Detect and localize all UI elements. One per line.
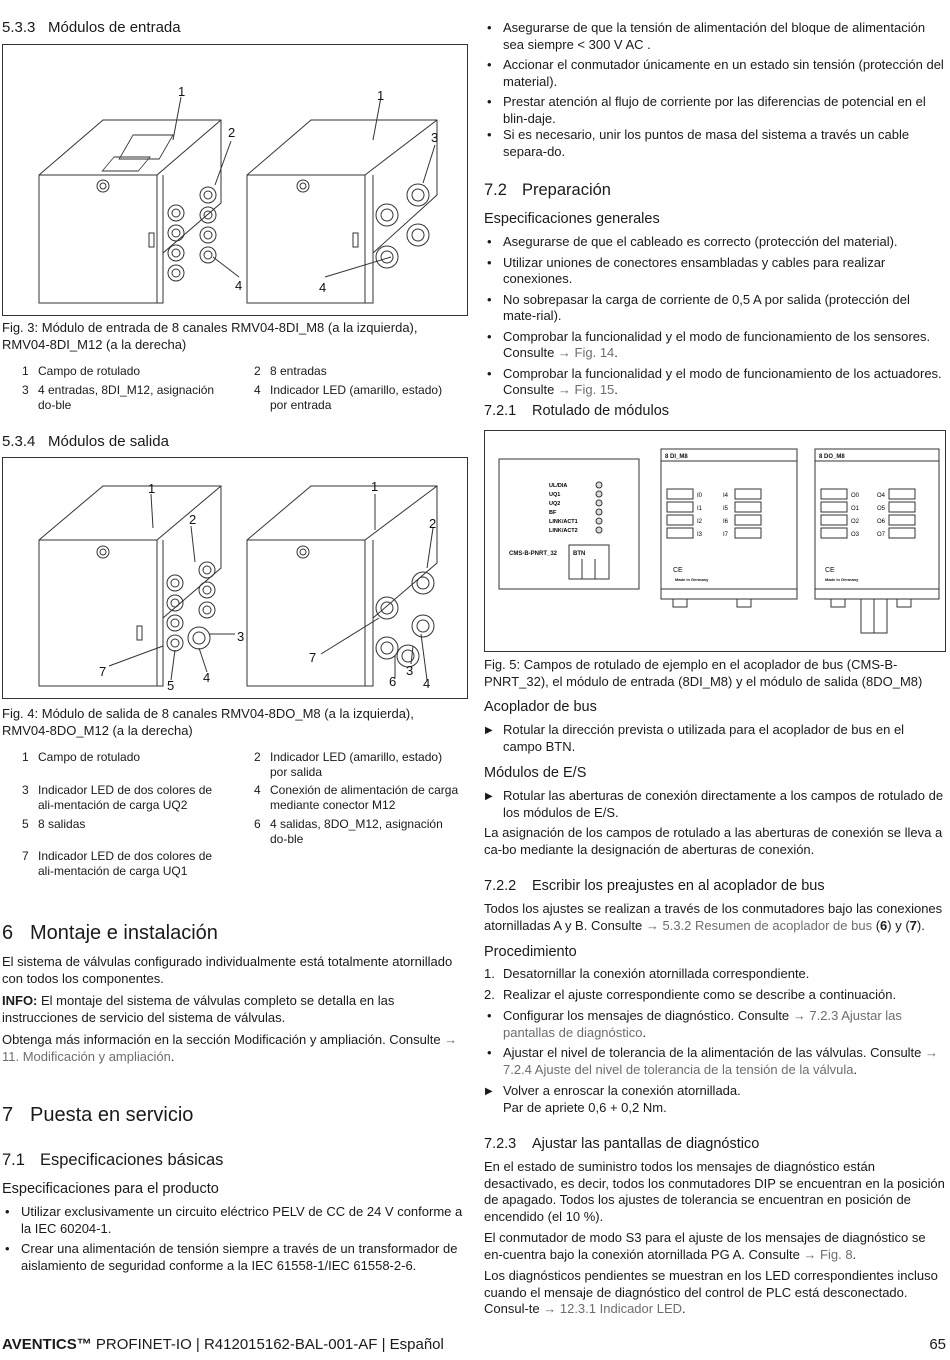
cross-reference-link[interactable]: → 11. Modificación y ampliación	[2, 1032, 458, 1064]
list-item: • Configurar los mensajes de diagnóstico. Consulte → 7.2.3 Ajustar las pantallas de diagnóstico.	[484, 1008, 946, 1041]
bus-led-label: UL/DIA	[549, 483, 568, 489]
legend-item: Campo de rotulado	[38, 750, 141, 764]
labeling-fields-drawing	[485, 431, 945, 651]
label-field	[735, 528, 761, 538]
legend-item: Indicador LED de dos colores de ali-mentación de carga UQ1	[38, 849, 213, 878]
legend-item: 4 entradas, 8DI_M12, asignación do-ble	[38, 383, 215, 412]
channel-label: I6	[723, 519, 729, 525]
procedure-steps	[484, 966, 946, 1007]
label-field	[889, 502, 915, 512]
label-field	[889, 489, 915, 499]
legend-item: Indicador LED (amarillo, estado) por entrada	[270, 383, 443, 412]
fig4-callout-6: 6	[389, 674, 397, 689]
cross-reference-link[interactable]: → 7.2.4 Ajuste del nivel de tolerancia de la tensión de la válvula	[503, 1045, 939, 1077]
fig4-callout-2b: 2	[429, 516, 437, 531]
paragraph: El conmutador de modo S3 para el ajuste de los mensajes de diagnóstico se en-cuentra bajo la conexión atornillada PG A. Consulte → Fig. 8.	[484, 1230, 926, 1262]
cross-reference-link[interactable]: → Fig. 15	[557, 382, 615, 397]
list-item: • Crear una alimentación de tensión siempre a través de un transformador de aislamiento de seguridad conforme a la IEC 61558-1/IEC 61558-2-6.	[2, 1241, 466, 1274]
bus-led-indicator	[596, 509, 602, 515]
label-field	[821, 515, 847, 525]
legend-item: Campo de rotulado	[38, 364, 141, 378]
figure-3-legend: 1 Campo de rotulado 2 8 entradas 3 4 entradas, 8DI_M12, asignación do-ble 4 Indicador LED (amarillo, estado) por entrada	[2, 364, 466, 414]
label-field	[735, 515, 761, 525]
list-item: • Prestar atención al flujo de corriente por las diferencias de potencial en el blin-daje.	[484, 94, 946, 127]
fig4-callout-7a: 7	[99, 664, 107, 679]
label-field	[821, 489, 847, 499]
chapter-heading-7: 7 Puesta en servicio	[2, 1104, 194, 1126]
fig4-callout-5: 5	[167, 678, 175, 693]
channel-label: O7	[877, 532, 886, 538]
channel-label: I0	[697, 493, 703, 499]
legend-item: Indicador LED (amarillo, estado) por salida	[270, 750, 443, 779]
list-item: • Ajustar el nivel de tolerancia de la alimentación de las válvulas. Consulte → 7.2.4 Ajuste del nivel de tolerancia de la tensión de la válvula.	[484, 1045, 946, 1078]
bus-led-label: UQ2	[549, 501, 561, 507]
info-paragraph: INFO: El montaje del sistema de válvulas completo se detalla en las instrucciones de servicio del sistema de válvulas.	[2, 993, 395, 1025]
bus-coupler-steps	[484, 722, 946, 755]
channel-label: I7	[723, 532, 729, 538]
numbered-step: 1. Desatornillar la conexión atornillada correspondiente.	[484, 966, 810, 981]
procedure-bullets	[484, 1008, 946, 1082]
bus-led-label: BF	[549, 510, 557, 516]
bus-led-indicator	[596, 500, 602, 506]
list-item: • Asegurarse de que la tensión de alimentación del bloque de alimentación sea siempre < 300 V AC .	[484, 20, 946, 53]
section-heading-7-2: 7.2 Preparación	[484, 181, 611, 199]
label-field	[889, 528, 915, 538]
channel-label: O1	[851, 506, 860, 512]
list-item: • Utilizar uniones de conectores ensambladas y cables para realizar conexiones.	[484, 255, 946, 288]
channel-label: O6	[877, 519, 886, 525]
section-heading-7-2-3: 7.2.3 Ajustar las pantallas de diagnóstico	[484, 1136, 760, 1152]
label-field	[667, 489, 693, 499]
bus-led-indicator	[596, 527, 602, 533]
paragraph: En el estado de suministro todos los mensajes de diagnóstico están desactivado, es decir, todos los conmutadores DIP se encuentran en la posición de apagado. Todos los ajustes de tolerancia se encuentran en posición de encendido (el 10 %).	[484, 1159, 945, 1224]
channel-label: O3	[851, 532, 860, 538]
legend-item: 8 salidas	[38, 817, 86, 831]
section-heading-5-3-3: 5.3.3 Módulos de entrada	[2, 19, 181, 36]
legend-item: Indicador LED de dos colores de ali-mentación de carga UQ2	[38, 783, 213, 812]
section-7-2-3-body	[484, 1159, 946, 1318]
figure-4-output-modules	[2, 457, 468, 699]
fig4-callout-2a: 2	[189, 512, 197, 527]
fig4-callout-7b: 7	[309, 650, 317, 665]
cross-reference-link[interactable]: → 7.2.3 Ajustar las pantallas de diagnóstico	[503, 1008, 902, 1040]
list-item: • Utilizar exclusivamente un circuito eléctrico PELV de CC de 24 V conforme a la IEC 60204-1.	[2, 1204, 466, 1237]
chapter-6-body	[2, 954, 466, 1065]
cross-reference-link[interactable]: → Fig. 8	[803, 1246, 853, 1262]
list-item: • Comprobar la funcionalidad y el modo de funcionamiento de los sensores. Consulte → Fig. 14.	[484, 329, 946, 362]
fig4-callout-1a: 1	[148, 481, 156, 496]
subheading-product: Especificaciones para el producto	[2, 1181, 219, 1197]
fig4-callout-3b: 3	[406, 663, 414, 678]
fig4-callout-3a: 3	[237, 629, 245, 644]
bus-led-indicator	[596, 482, 602, 488]
subheading-io-modules: Módulos de E/S	[484, 765, 587, 781]
figure-3-caption: Fig. 3: Módulo de entrada de 8 canales RMV04-8DI_M8 (a la izquierda), RMV04-8DI_M12 (a la derecha)	[2, 320, 418, 352]
channel-label: O2	[851, 519, 860, 525]
subheading-procedure: Procedimiento	[484, 944, 577, 960]
label-field	[667, 528, 693, 538]
label-field	[667, 502, 693, 512]
do-title: 8 DO_M8	[819, 454, 845, 460]
fig3-callout-2: 2	[228, 125, 236, 140]
paragraph: Obtenga más información en la sección Modificación y ampliación. Consulte → 11. Modificación y ampliación.	[2, 1032, 458, 1064]
section-heading-5-3-4: 5.3.4 Módulos de salida	[2, 433, 169, 450]
action-step: ▶ Volver a enroscar la conexión atornillada. Par de apriete 0,6 + 0,2 Nm.	[484, 1083, 946, 1116]
bus-led-label: LINK/ACT2	[549, 528, 578, 534]
list-item: • No sobrepasar la carga de corriente de 0,5 A por salida (protección del mate-rial).	[484, 292, 946, 325]
numbered-step: 2. Realizar el ajuste correspondiente como se describe a continuación.	[484, 986, 897, 1002]
page-footer	[2, 1337, 946, 1354]
channel-label: I1	[697, 506, 703, 512]
paragraph: Todos los ajustes se realizan a través de los conmutadores bajo las conexiones atornilladas A y B. Consulte → 5.3.2 Resumen de acoplador de bus (6) y (7).	[484, 901, 943, 933]
do-ce-mark: CE	[825, 567, 835, 574]
action-step: ▶ Rotular la dirección prevista o utilizada para el acoplador de bus en el campo BTN.	[484, 722, 946, 755]
footer-document-info: AVENTICS™ PROFINET-IO | R412015162-BAL-001-AF | Español	[2, 1336, 444, 1353]
procedure-final-step	[484, 1083, 946, 1116]
bus-led-indicator	[596, 491, 602, 497]
paragraph: La asignación de los campos de rotulado a las aberturas de conexión se lleva a ca-bo mediante la designación de aberturas de conexión.	[484, 825, 943, 857]
action-step: ▶ Rotular las aberturas de conexión directamente a los campos de rotulado de los módulos de E/S.	[484, 788, 946, 821]
di-title: 8 DI_M8	[665, 454, 688, 460]
figure-5-caption: Fig. 5: Campos de rotulado de ejemplo en el acoplador de bus (CMS-B-PNRT_32), el módulo de entrada (8DI_M8) y el módulo de salida (8DO_M8)	[484, 657, 923, 689]
channel-label: I5	[723, 506, 729, 512]
figure-5-labeling-fields	[484, 430, 946, 652]
fig3-callout-1b: 1	[377, 88, 385, 103]
io-module-steps	[484, 788, 946, 821]
legend-item: 4 salidas, 8DO_M12, asignación do-ble	[270, 817, 443, 846]
di-ce-mark: CE	[673, 567, 683, 574]
list-item: • Asegurarse de que el cableado es correcto (protección del material).	[484, 234, 946, 251]
bus-led-label: LINK/ACT1	[549, 519, 578, 525]
list-item-continuation: • Si es necesario, unir los puntos de masa del sistema a través un cable separa-do.	[484, 127, 946, 160]
section-heading-7-2-2: 7.2.2 Escribir los preajustes en al acoplador de bus	[484, 878, 825, 894]
channel-label: I2	[697, 519, 703, 525]
bus-btn-label: BTN	[573, 551, 586, 557]
cross-reference-link[interactable]: → 12.3.1 Indicador LED	[543, 1301, 682, 1316]
label-field	[821, 502, 847, 512]
product-spec-list	[2, 1204, 466, 1278]
bus-led-label: UQ1	[549, 492, 561, 498]
cross-reference-link[interactable]: → 5.3.2 Resumen de acoplador de bus	[645, 917, 873, 933]
list-item: • Comprobar la funcionalidad y el modo de funcionamiento de los actuadores. Consulte → Fig. 15.	[484, 366, 946, 399]
safety-list	[484, 20, 946, 164]
channel-label: I4	[723, 493, 729, 499]
bus-led-indicator	[596, 518, 602, 524]
legend-item: Conexión de alimentación de carga mediante conector M12	[270, 783, 459, 812]
paragraph: Los diagnósticos pendientes se muestran en los LED correspondientes incluso cuando el mensaje de diagnóstico del control de PLC está desconectado. Consul-te → 12.3.1 Indicador LED.	[484, 1268, 938, 1316]
chapter-heading-6: 6 Montaje e instalación	[2, 922, 218, 944]
fig4-callout-4a: 4	[203, 670, 211, 685]
subheading-bus-coupler: Acoplador de bus	[484, 699, 597, 715]
channel-label: I3	[697, 532, 703, 538]
section-heading-7-2-1: 7.2.1 Rotulado de módulos	[484, 403, 670, 419]
cross-reference-link[interactable]: → Fig. 14	[557, 345, 615, 360]
channel-label: O4	[877, 493, 886, 499]
fig3-callout-4b: 4	[319, 280, 327, 295]
figure-3-input-modules	[2, 44, 468, 316]
do-made-in-germany: Made in Germany	[825, 577, 859, 582]
fig3-callout-3: 3	[431, 130, 439, 145]
label-field	[889, 515, 915, 525]
label-field	[821, 528, 847, 538]
label-field	[735, 502, 761, 512]
figure-4-caption: Fig. 4: Módulo de salida de 8 canales RMV04-8DO_M8 (a la izquierda), RMV04-8DO_M12 (a la derecha)	[2, 706, 414, 738]
fig4-callout-1b: 1	[371, 479, 379, 494]
fig3-callout-4a: 4	[235, 278, 243, 293]
figure-4-legend: 1 Campo de rotulado 2 Indicador LED (amarillo, estado) por salida 3 Indicador LED de dos colores de ali-mentación de carga UQ2 4 Conexión de alimentación de carga mediante conector M12 5 8 salidas 6 4 salidas, 8DO_M12, asignación do-ble 7 Indicador LED de dos colores de ali-mentación de carga UQ1	[22, 750, 459, 878]
general-spec-list	[484, 234, 946, 403]
bus-coupler-leds	[549, 482, 602, 534]
di-made-in-germany: Made in Germany	[675, 577, 709, 582]
io-module-fields	[667, 489, 915, 538]
page-number: 65	[929, 1336, 946, 1353]
output-modules-drawing	[3, 458, 467, 698]
legend-item: 8 entradas	[270, 364, 327, 378]
subheading-general: Especificaciones generales	[484, 211, 660, 227]
label-field	[735, 489, 761, 499]
paragraph: El sistema de válvulas configurado individualmente está totalmente atornillado con todos los componentes.	[2, 954, 453, 986]
list-item: • Accionar el conmutador únicamente en un estado sin tensión (protección del material).	[484, 57, 946, 90]
label-field	[667, 515, 693, 525]
channel-label: O0	[851, 493, 860, 499]
input-modules-drawing	[3, 45, 467, 315]
section-heading-7-1: 7.1 Especificaciones básicas	[2, 1151, 224, 1169]
bus-model-label: CMS-B-PNRT_32	[509, 551, 558, 557]
fig3-callout-1a: 1	[178, 84, 186, 99]
channel-label: O5	[877, 506, 886, 512]
fig4-callout-4b: 4	[423, 676, 431, 691]
